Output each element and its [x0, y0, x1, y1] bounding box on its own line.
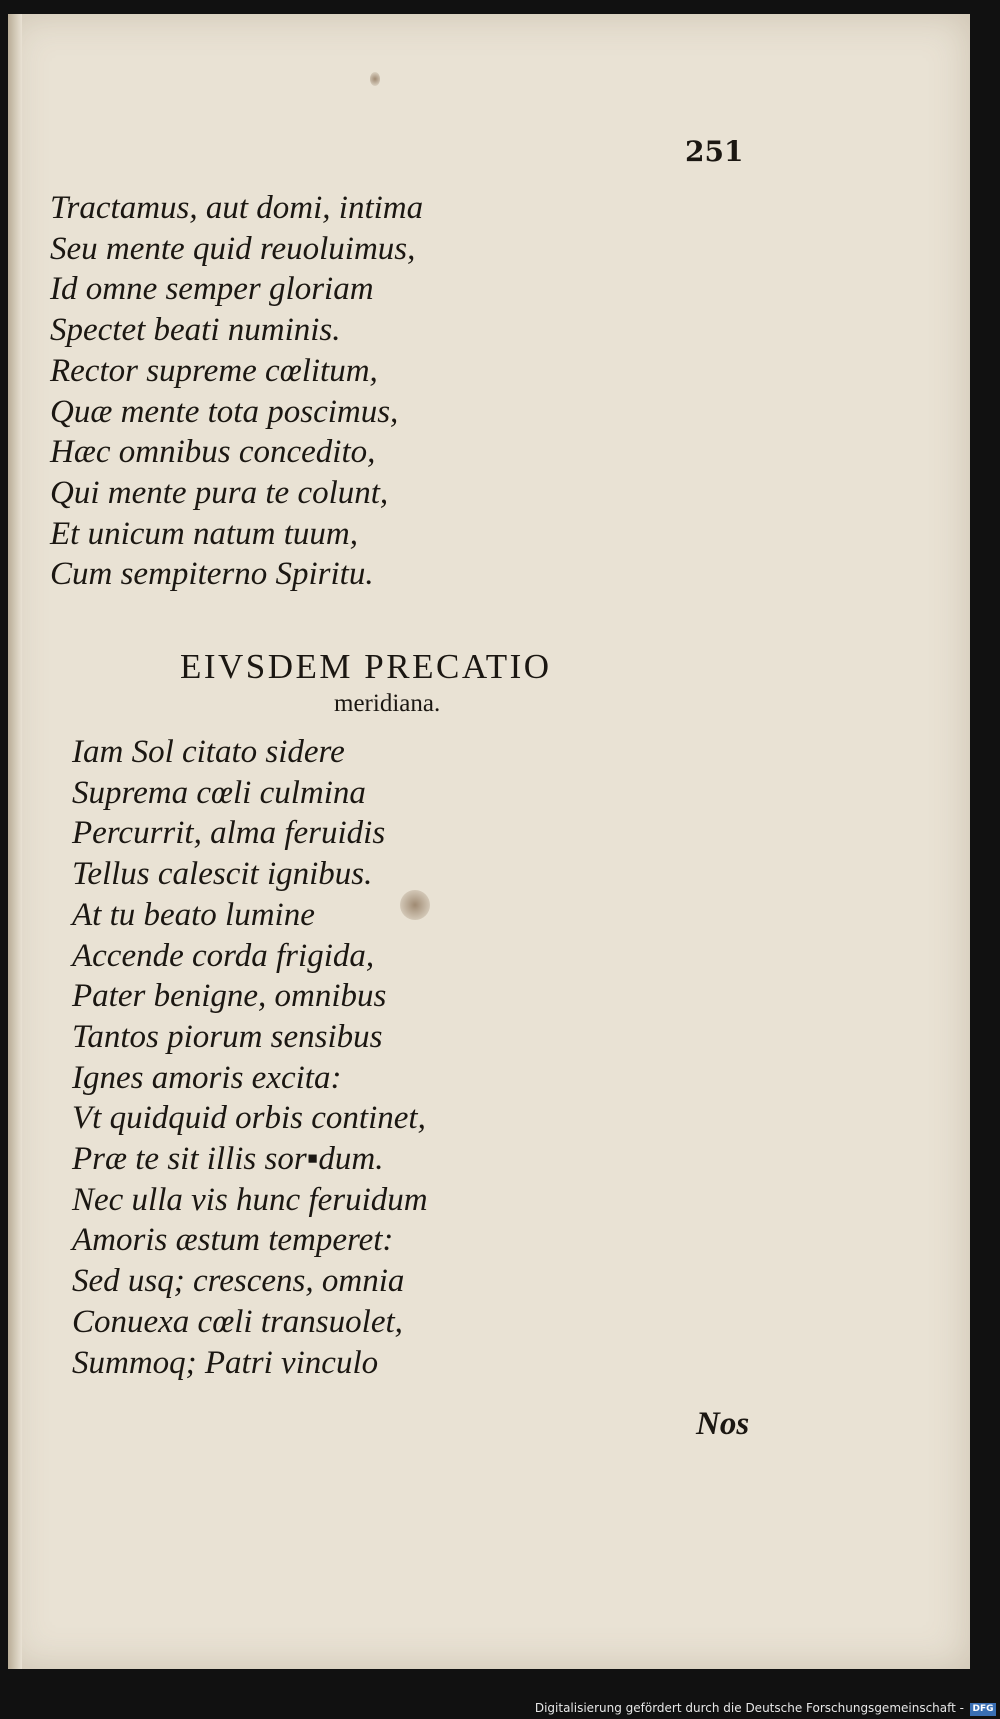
verse-line: Spectet beati numinis. [50, 312, 341, 349]
verse-block-top [50, 188, 423, 595]
verse-line: Summoq; Patri vinculo [72, 1344, 379, 1381]
verse-line: Cum sempiterno Spiritu. [50, 556, 374, 593]
verse-line: Id omne semper gloriam [50, 271, 374, 308]
verse-line: Hæc omnibus concedito, [50, 434, 376, 471]
verse-line: Tellus calescit ignibus. [72, 856, 373, 893]
paper-stain [370, 72, 380, 86]
verse-line: Ignes amoris excita: [72, 1059, 342, 1096]
verse-line: Accende corda frigida, [72, 937, 375, 974]
section-heading: EIVSDEM PRECATIO [180, 647, 552, 686]
verse-line: Tantos piorum sensibus [72, 1018, 383, 1055]
verse-line: Vt quidquid orbis continet, [72, 1100, 426, 1137]
dfg-logo: DFG [970, 1703, 996, 1716]
verse-line: Qui mente pura te colunt, [50, 474, 389, 511]
verse-line: Pater benigne, omnibus [72, 978, 387, 1015]
verse-line: Percurrit, alma feruidis [72, 815, 386, 852]
section-subheading: meridiana. [334, 690, 441, 717]
footer-credit: Digitalisierung gefördert durch die Deutsche Forschungsgemeinschaft - [534, 1701, 964, 1715]
verse-line: Nec ulla vis hunc feruidum [72, 1181, 428, 1218]
verse-line: Iam Sol citato sidere [72, 734, 345, 770]
verse-line: Tractamus, aut domi, intima [50, 190, 424, 226]
verse-line: Amoris æstum temperet: [72, 1222, 394, 1259]
verse-line: Præ te sit illis sor▪dum. [72, 1141, 384, 1178]
verse-line: Quæ mente tota poscimus, [50, 393, 399, 430]
page-number: 251 [685, 135, 744, 168]
verse-line: Rector supreme cœlitum, [50, 352, 378, 389]
verse-line: Seu mente quid reuoluimus, [50, 230, 416, 267]
verse-line: Suprema cœli culmina [72, 774, 366, 811]
verse-line: At tu beato lumine [72, 896, 315, 933]
verse-line: Conuexa cœli transuolet, [72, 1303, 403, 1340]
page-edge [8, 14, 22, 1669]
verse-line: Et unicum natum tuum, [50, 515, 358, 552]
verse-line: Sed usq; crescens, omnia [72, 1263, 405, 1300]
catchword: Nos [696, 1406, 750, 1442]
verse-block-bottom [72, 732, 428, 1383]
